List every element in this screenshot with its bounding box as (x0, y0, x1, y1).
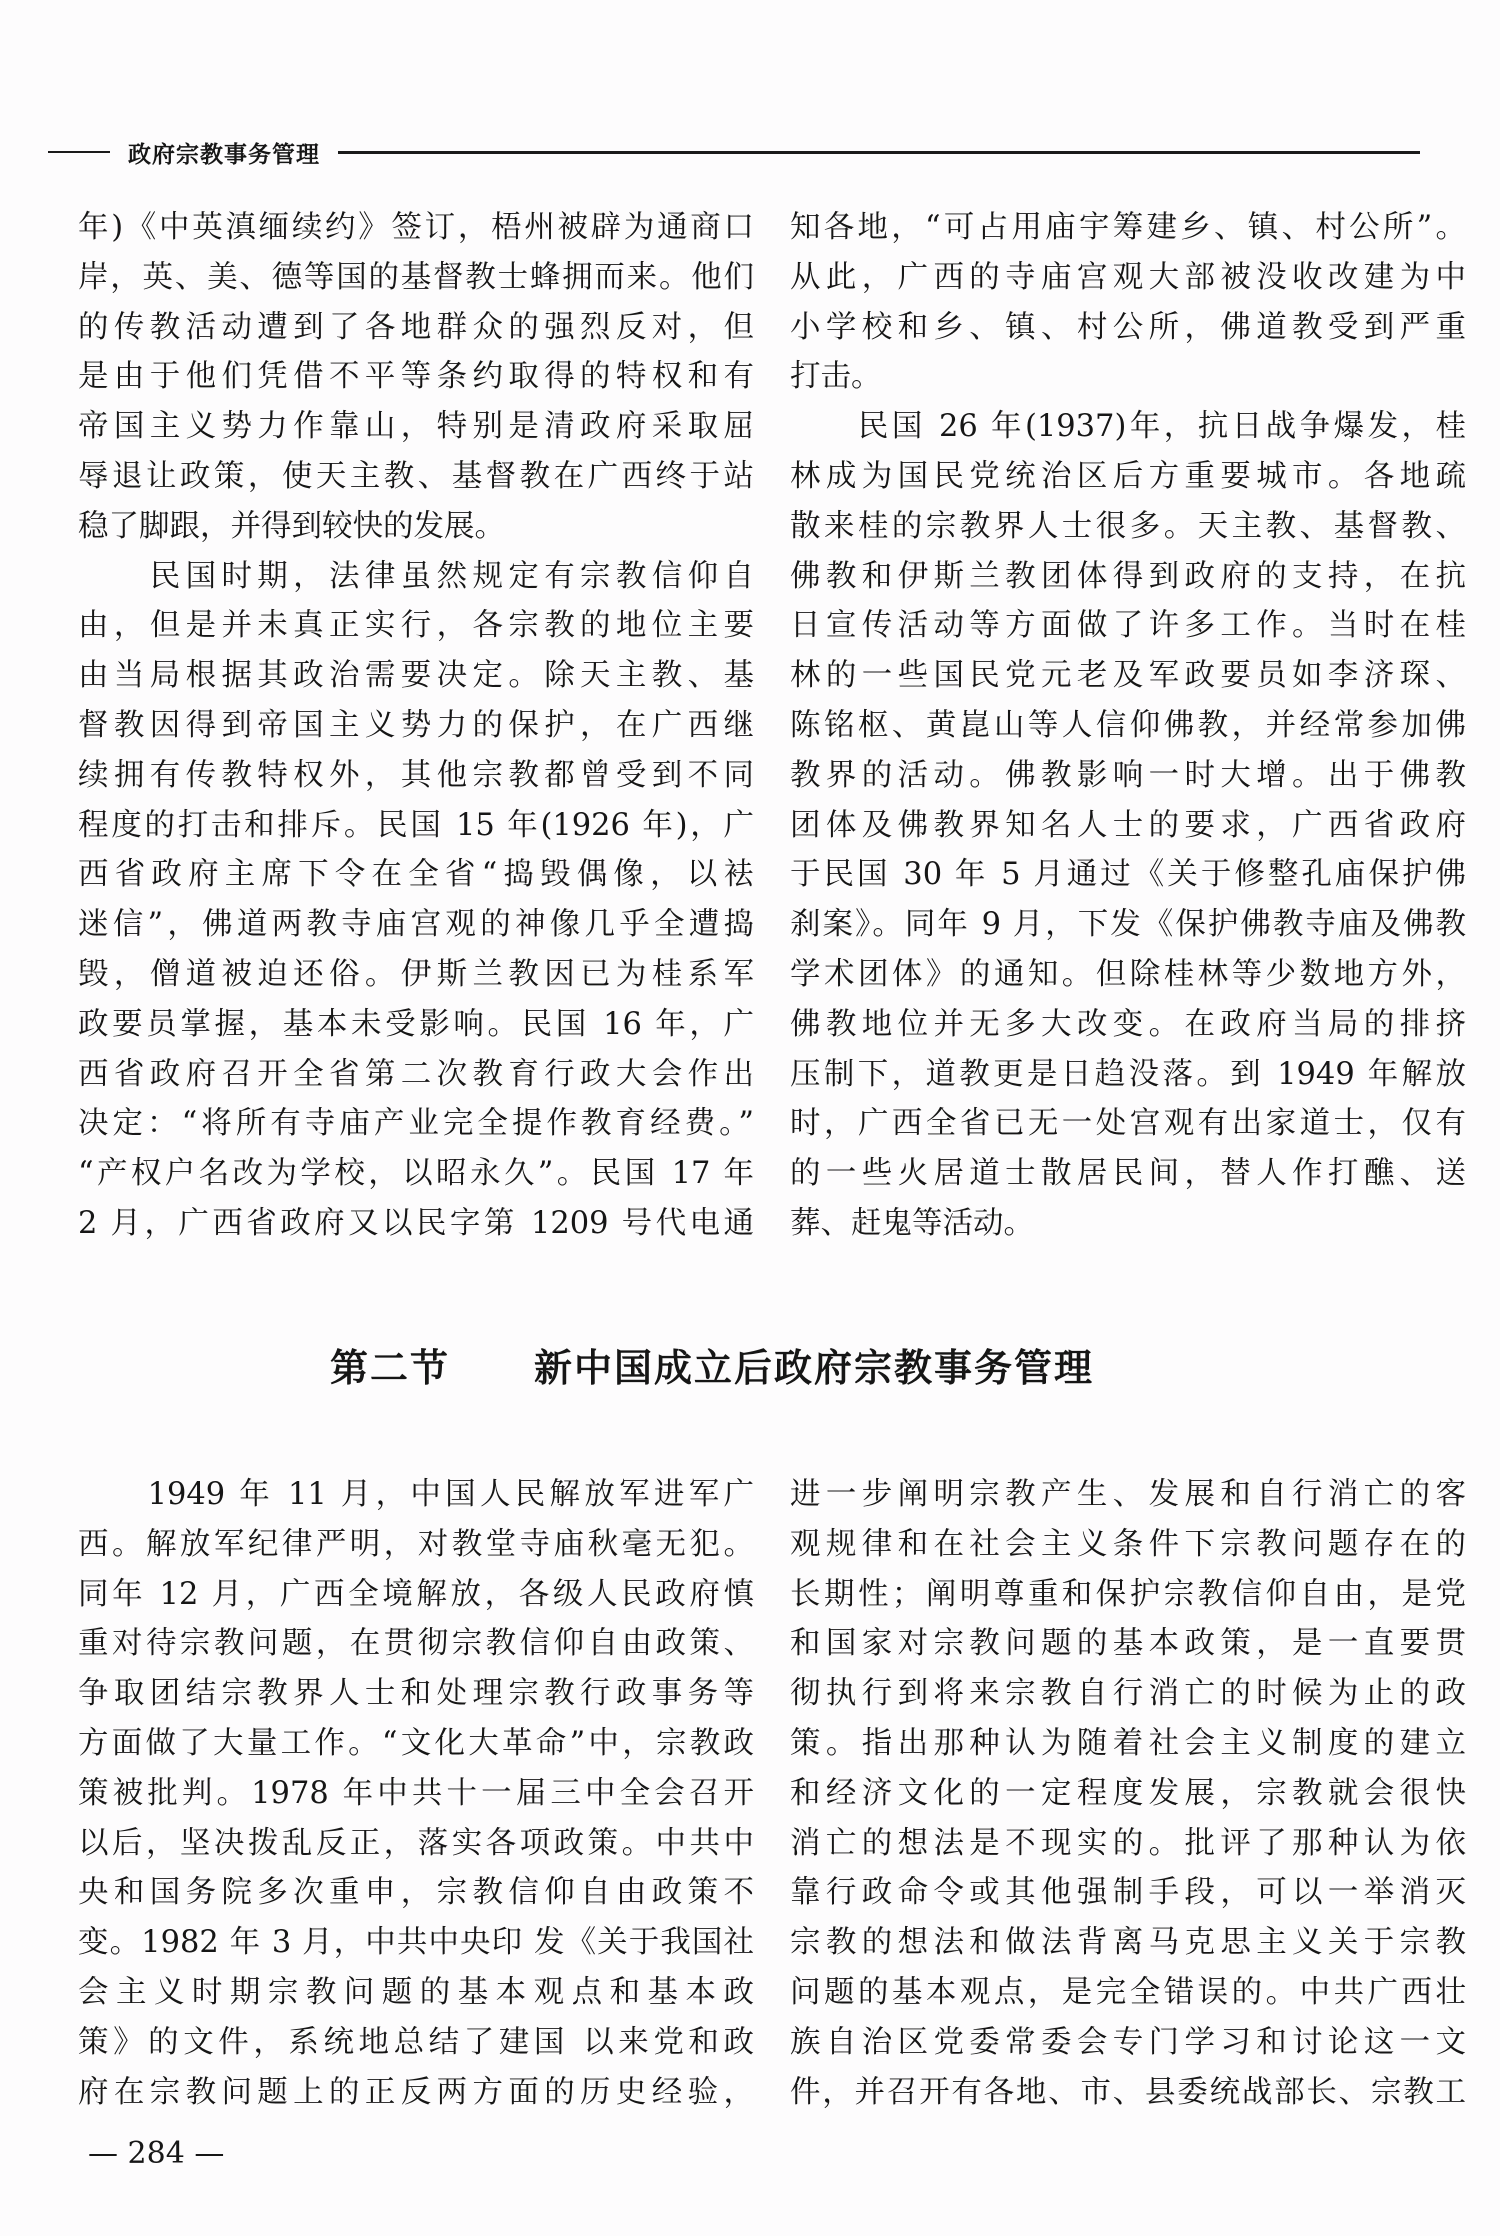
text-line: 政要员掌握，基本未受影响。民国 16 年，广 (78, 1006, 754, 1042)
text-line: 民国 26 年(1937)年，抗日战争爆发，桂 (790, 409, 1466, 445)
text-line: 时，广西全省已无一处宫观有出家道士，仅有 (790, 1106, 1466, 1142)
text-line: 以后，坚决拨乱反正，落实各项政策。中共中 (78, 1825, 754, 1861)
text-line: 西省政府主席下令在全省“捣毁偶像，以袪 (78, 857, 754, 893)
text-line: 同年 12 月，广西全境解放，各级人民政府慎 (78, 1576, 754, 1612)
text-line: 和经济文化的一定程度发展，宗教就会很快 (790, 1775, 1466, 1811)
text-line: 宗教的想法和做法背离马克思主义关于宗教 (790, 1925, 1466, 1961)
text-line: 佛教和伊斯兰教团体得到政府的支持，在抗 (790, 558, 1466, 594)
text-line: 问题的基本观点，是完全错误的。中共广西壮 (790, 1974, 1466, 2010)
text-line: 的传教活动遭到了各地群众的强烈反对，但 (78, 309, 754, 345)
text-line: 件，并召开有各地、市、县委统战部长、宗教工 (790, 2074, 1466, 2110)
text-line: 稳了脚跟，并得到较快的发展。 (78, 508, 505, 544)
text-line: 葬、赶鬼等活动。 (790, 1205, 1034, 1241)
text-line: 日宣传活动等方面做了许多工作。当时在桂 (790, 608, 1466, 644)
text-line: 由，但是并未真正实行，各宗教的地位主要 (78, 608, 754, 644)
text-line: 毁，僧道被迫还俗。伊斯兰教因已为桂系军 (78, 956, 754, 992)
text-line: 散来桂的宗教界人士很多。天主教、基督教、 (790, 508, 1466, 544)
text-line: 1949 年 11 月，中国人民解放军进军广 (78, 1477, 754, 1512)
text-line: 方面做了大量工作。“文化大革命”中，宗教政 (78, 1725, 754, 1761)
text-line: 小学校和乡、镇、村公所，佛道教受到严重 (790, 309, 1466, 345)
text-line: 督教因得到帝国主义势力的保护，在广西继 (78, 707, 754, 743)
text-line: 刹案》。同年 9 月，下发《保护佛教寺庙及佛教 (790, 907, 1466, 943)
text-line: 迷信”，佛道两教寺庙宫观的神像几乎全遭捣 (78, 907, 754, 943)
section-title: 新中国成立后政府宗教事务管理 (534, 1346, 1095, 1390)
header-rule-right (338, 151, 1420, 154)
text-line: 的一些火居道士散居民间，替人作打醮、送 (790, 1156, 1466, 1192)
text-line: 辱退让政策，使天主教、基督教在广西终于站 (78, 458, 754, 494)
text-line: 策被批判。1978 年中共十一届三中全会召开 (78, 1775, 754, 1811)
text-line: 2 月，广西省政府又以民字第 1209 号代电通 (78, 1205, 754, 1241)
text-line: 策。指出那种认为随着社会主义制度的建立 (790, 1725, 1466, 1761)
text-line: 争取团结宗教界人士和处理宗教行政事务等 (78, 1676, 754, 1712)
text-line: 于民国 30 年 5 月通过《关于修整孔庙保护佛 (790, 857, 1466, 893)
text-line: 佛教地位并无多大改变。在政府当局的排挤 (790, 1006, 1466, 1042)
text-line: 由当局根据其政治需要决定。除天主教、基 (78, 658, 754, 694)
page-number: — 284 — (88, 2136, 225, 2171)
section-number: 第二节 (330, 1346, 451, 1390)
text-line: 决定：“将所有寺庙产业完全提作教育经费。” (78, 1106, 754, 1142)
text-line: 压制下，道教更是日趋没落。到 1949 年解放 (790, 1056, 1466, 1092)
text-line: 变。1982 年 3 月，中共中央印 发《关于我国社 (78, 1925, 754, 1961)
text-line: 教界的活动。佛教影响一时大增。出于佛教 (790, 757, 1466, 793)
text-line: 重对待宗教问题，在贯彻宗教信仰自由政策、 (78, 1626, 754, 1662)
text-line: “产权户名改为学校，以昭永久”。民国 17 年 (78, 1156, 754, 1192)
text-line: 靠行政命令或其他强制手段，可以一举消灭 (790, 1875, 1466, 1911)
running-header-title: 政府宗教事务管理 (128, 141, 320, 168)
text-line: 策》的文件，系统地总结了建国 以来党和政 (78, 2024, 754, 2060)
text-line: 是由于他们凭借不平等条约取得的特权和有 (78, 359, 754, 395)
text-line: 从此，广西的寺庙宫观大部被没收改建为中 (790, 259, 1466, 295)
text-line: 长期性；阐明尊重和保护宗教信仰自由，是党 (790, 1576, 1466, 1612)
text-line: 年)《中英滇缅续约》签订，梧州被辟为通商口 (78, 210, 754, 245)
text-line: 会主义时期宗教问题的基本观点和基本政 (78, 1974, 754, 2010)
text-line: 观规律和在社会主义条件下宗教问题存在的 (790, 1526, 1466, 1562)
upper-right-column (790, 203, 1466, 1249)
text-line: 消亡的想法是不现实的。批评了那种认为依 (790, 1825, 1466, 1861)
text-line: 府在宗教问题上的正反两方面的历史经验， (78, 2074, 754, 2110)
lower-right-column (790, 1470, 1466, 2117)
text-line: 族自治区党委常委会专门学习和讨论这一文 (790, 2024, 1466, 2060)
text-line: 彻执行到将来宗教自行消亡的时候为止的政 (790, 1676, 1466, 1712)
text-line: 程度的打击和排斥。民国 15 年(1926 年)，广 (78, 807, 754, 843)
text-line: 和国家对宗教问题的基本政策，是一直要贯 (790, 1626, 1466, 1662)
header-rule-left (48, 151, 110, 153)
text-line: 西。解放军纪律严明，对教堂寺庙秋毫无犯。 (78, 1526, 754, 1562)
text-line: 续拥有传教特权外，其他宗教都曾受到不同 (78, 757, 754, 793)
text-line: 林成为国民党统治区后方重要城市。各地疏 (790, 458, 1466, 494)
text-line: 知各地，“可占用庙宇筹建乡、镇、村公所”。 (790, 210, 1466, 245)
text-line: 打击。 (790, 359, 882, 395)
section-heading (330, 1337, 1094, 1392)
lower-left-column (78, 1470, 754, 2117)
text-line: 陈铭枢、黄崑山等人信仰佛教，并经常参加佛 (790, 707, 1466, 743)
text-line: 民国时期，法律虽然规定有宗教信仰自 (78, 558, 754, 594)
text-line: 西省政府召开全省第二次教育行政大会作出 (78, 1056, 754, 1092)
text-line: 林的一些国民党元老及军政要员如李济琛、 (790, 658, 1466, 694)
text-line: 进一步阐明宗教产生、发展和自行消亡的客 (790, 1477, 1466, 1512)
text-line: 岸，英、美、德等国的基督教士蜂拥而来。他们 (78, 259, 754, 295)
text-line: 团体及佛教界知名人士的要求，广西省政府 (790, 807, 1466, 843)
running-header (48, 134, 1420, 170)
upper-left-column (78, 203, 754, 1249)
text-line: 帝国主义势力作靠山，特别是清政府采取屈 (78, 409, 754, 445)
text-line: 央和国务院多次重申，宗教信仰自由政策不 (78, 1875, 754, 1911)
text-line: 学术团体》的通知。但除桂林等少数地方外， (790, 956, 1466, 992)
